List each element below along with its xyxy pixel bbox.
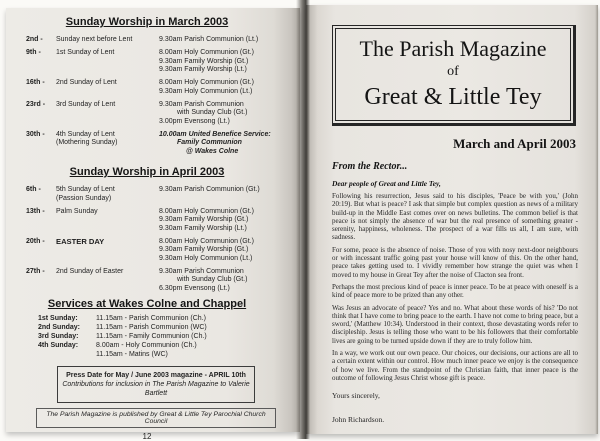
worship-row bbox=[26, 49, 286, 75]
april-worship-schedule bbox=[26, 186, 286, 293]
service-times bbox=[159, 186, 286, 203]
wakes-service-line: 8.00am - Holy Communion (Ch.) bbox=[96, 341, 197, 349]
service-line: 3.00pm Evensong (Lt.) bbox=[159, 117, 230, 125]
right-page bbox=[306, 5, 598, 434]
contributions-line: Contributions for inclusion in The Parish Magazine to Valerie Bartlett bbox=[62, 380, 250, 397]
service-line: with Sunday Club (Gt.) bbox=[177, 109, 248, 116]
wakes-service bbox=[96, 341, 197, 359]
sunday-name-line: 2nd Sunday of Easter bbox=[56, 267, 124, 275]
service-line: 9.30am Family Worship (Lt.) bbox=[159, 224, 247, 232]
sunday-name-line: (Mothering Sunday) bbox=[56, 139, 118, 146]
sunday-name-line: Sunday next before Lent bbox=[56, 36, 133, 43]
date-label: 6th - bbox=[26, 186, 41, 193]
wakes-colne-schedule bbox=[38, 314, 286, 359]
service-times bbox=[159, 49, 286, 75]
letter-paragraph: For some, peace is the absence of noise. Those of you with nosy next-door neighbours or with incessant traffic going past your house will know of this. On the other hand, peace takes getting used to. I vividly remember how strange the quiet was when I moved to my house in Great Tey after the noise of Clacton sea front. bbox=[332, 245, 578, 279]
wakes-row bbox=[38, 323, 286, 332]
date-label: 2nd - bbox=[26, 36, 43, 43]
service-line: 9.30am Parish Communion bbox=[159, 267, 244, 275]
wakes-service: 11.15am - Parish Communion (WC) bbox=[96, 323, 207, 331]
publisher-note: The Parish Magazine is published by Great & Little Tey Parochial Church Council bbox=[36, 408, 276, 428]
worship-row bbox=[26, 268, 286, 294]
service-line: Family Communion bbox=[177, 139, 242, 146]
signature-line: John Richardson. bbox=[332, 415, 385, 425]
service-line: 9.30am Family Worship (Lt.) bbox=[159, 66, 247, 73]
press-date-line: Press Date for May / June 2003 magazine - APRIL 10th bbox=[66, 371, 246, 379]
sunday-name bbox=[56, 36, 159, 45]
worship-row bbox=[26, 208, 286, 234]
sunday-name bbox=[56, 131, 159, 157]
sunday-name bbox=[56, 49, 159, 75]
service-times bbox=[159, 79, 286, 96]
service-times bbox=[159, 131, 286, 157]
issue-date: March and April 2003 bbox=[453, 136, 576, 151]
service-times bbox=[159, 101, 286, 127]
worship-row bbox=[26, 79, 286, 96]
sunday-name-line: Palm Sunday bbox=[56, 207, 98, 215]
march-worship-schedule bbox=[26, 36, 286, 156]
date-label: 27th - bbox=[26, 267, 45, 275]
letter-paragraph: Perhaps the most precious kind of peace is inner peace. To be at peace with oneself is a kind of peace more to be prized than any other. bbox=[332, 282, 578, 300]
sunday-name bbox=[56, 79, 159, 96]
date-label: 9th - bbox=[26, 49, 41, 56]
service-line: with Sunday Club (Gt.) bbox=[177, 276, 248, 283]
service-times bbox=[159, 208, 286, 234]
sunday-name bbox=[56, 101, 159, 127]
service-line: 8.00am Holy Communion (Gt.) bbox=[159, 207, 254, 215]
service-line: 9.30am Family Worship (Gt.) bbox=[159, 246, 249, 253]
worship-row bbox=[26, 101, 286, 127]
sunday-name-line: 1st Sunday of Lent bbox=[56, 49, 115, 56]
april-worship-title: Sunday Worship in April 2003 bbox=[69, 166, 225, 178]
date-label: 16th - bbox=[26, 79, 45, 86]
closing-line: Yours sincerely, bbox=[332, 391, 380, 401]
wakes-sunday-label: 1st Sunday: bbox=[38, 314, 78, 322]
march-worship-title: Sunday Worship in March 2003 bbox=[65, 16, 229, 28]
service-line: @ Wakes Colne bbox=[186, 147, 239, 155]
rector-heading: From the Rector... bbox=[332, 161, 408, 172]
sunday-name-line: 2nd Sunday of Lent bbox=[56, 79, 117, 86]
letter-paragraph: Was Jesus an advocate of peace? Yes and no. What about these words of his? 'Do not think that I have come to bring peace to the earth. I have not come to bring peace, but a sword,' (Matthew 10:34). Understood in their context, those devastating words refer to discipleship. Jesus is telling those who want to be his followers that their comfortable lives are going to be turned upside down if they are to truly follow him. bbox=[332, 303, 578, 345]
masthead-box bbox=[332, 25, 576, 126]
worship-row bbox=[26, 186, 286, 203]
letter-paragraph: In a way, we work out our own peace. Our choices, our decisions, our actions are all to a certain extent within our control. How much inner peace we enjoy is the consequence of how we live. From the standpoint of the Christian faith, that inner peace is the outcome of following Jesus Christ whose gift is peace. bbox=[332, 349, 578, 382]
wakes-row bbox=[38, 332, 286, 341]
page-spine-shadow bbox=[296, 0, 310, 439]
worship-row bbox=[26, 131, 286, 157]
service-line: 9.30am Family Worship (Gt.) bbox=[159, 57, 249, 65]
service-times bbox=[159, 268, 286, 294]
masthead-title-line1: The Parish Magazine bbox=[359, 36, 547, 61]
wakes-sunday-label: 4th Sunday: bbox=[38, 341, 79, 349]
wakes-sunday-label: 3rd Sunday: bbox=[38, 332, 79, 340]
service-line: 9.30am Parish Communion (Gt.) bbox=[159, 186, 260, 193]
worship-row bbox=[26, 238, 286, 264]
wakes-service: 11.15am - Family Communion (Ch.) bbox=[96, 332, 207, 340]
sunday-name bbox=[56, 238, 159, 264]
sunday-name bbox=[56, 268, 159, 294]
service-line: 8.00am Holy Communion (Gt.) bbox=[159, 79, 254, 86]
worship-row bbox=[26, 36, 286, 45]
sunday-name-line: 5th Sunday of Lent bbox=[56, 186, 115, 193]
service-line: 9.30am Parish Communion bbox=[159, 100, 244, 108]
date-label: 13th - bbox=[26, 207, 45, 215]
date-label: 23rd - bbox=[26, 100, 46, 108]
salutation: Dear people of Great and Little Tey, bbox=[332, 179, 441, 188]
service-line: 9.30am Holy Communion (Lt.) bbox=[159, 87, 253, 95]
sunday-name-line: EASTER DAY bbox=[56, 236, 105, 246]
service-line: 10.00am United Benefice Service: bbox=[159, 130, 271, 138]
sunday-name-line: (Passion Sunday) bbox=[56, 194, 112, 202]
letter-paragraph: Following his resurrection, Jesus said to his disciples, 'Peace be with you,' (John 20:19). But what is peace? I ask that simple but complex question as news of a military build-up in the Middle East comes over on news bulletins. The common belief is that peace is not simply the absence of war but the real presence of something greater - serenity, happiness, wholeness. The prospect of a war fills us all, I am sure, with sadness. bbox=[332, 192, 578, 242]
service-times bbox=[159, 238, 286, 264]
masthead-title-line3: Great & Little Tey bbox=[364, 84, 542, 110]
sunday-name-line: 4th Sunday of Lent bbox=[56, 130, 115, 138]
service-line: 6.30pm Evensong (Lt.) bbox=[159, 284, 230, 292]
sunday-name bbox=[56, 208, 159, 234]
wakes-row bbox=[38, 314, 286, 323]
left-page bbox=[6, 8, 300, 441]
service-line: 9.30am Parish Communion (Lt.) bbox=[159, 36, 259, 43]
wakes-service-line: 11.15am - Matins (WC) bbox=[96, 350, 168, 358]
wakes-colne-title: Services at Wakes Colne and Chappel bbox=[47, 297, 247, 310]
press-date-box bbox=[57, 366, 255, 403]
service-line: 8.00am Holy Communion (Gt.) bbox=[159, 49, 254, 56]
sunday-name bbox=[56, 186, 159, 203]
wakes-row bbox=[38, 341, 286, 359]
wakes-sunday-label: 2nd Sunday: bbox=[38, 323, 81, 331]
masthead-inner bbox=[335, 28, 571, 121]
date-label: 20th - bbox=[26, 237, 45, 245]
service-line: 9.30am Holy Communion (Lt.) bbox=[159, 254, 253, 262]
service-line: 9.30am Family Worship (Gt.) bbox=[159, 216, 249, 223]
masthead-title-line2: of bbox=[447, 64, 459, 79]
wakes-service: 11.15am - Parish Communion (Ch.) bbox=[96, 314, 206, 322]
page-number: 12 bbox=[142, 431, 152, 441]
sunday-name-line: 3rd Sunday of Lent bbox=[56, 100, 116, 108]
date-label: 30th - bbox=[26, 130, 45, 138]
service-times bbox=[159, 36, 286, 45]
service-line: 8.00am Holy Communion (Gt.) bbox=[159, 237, 254, 245]
